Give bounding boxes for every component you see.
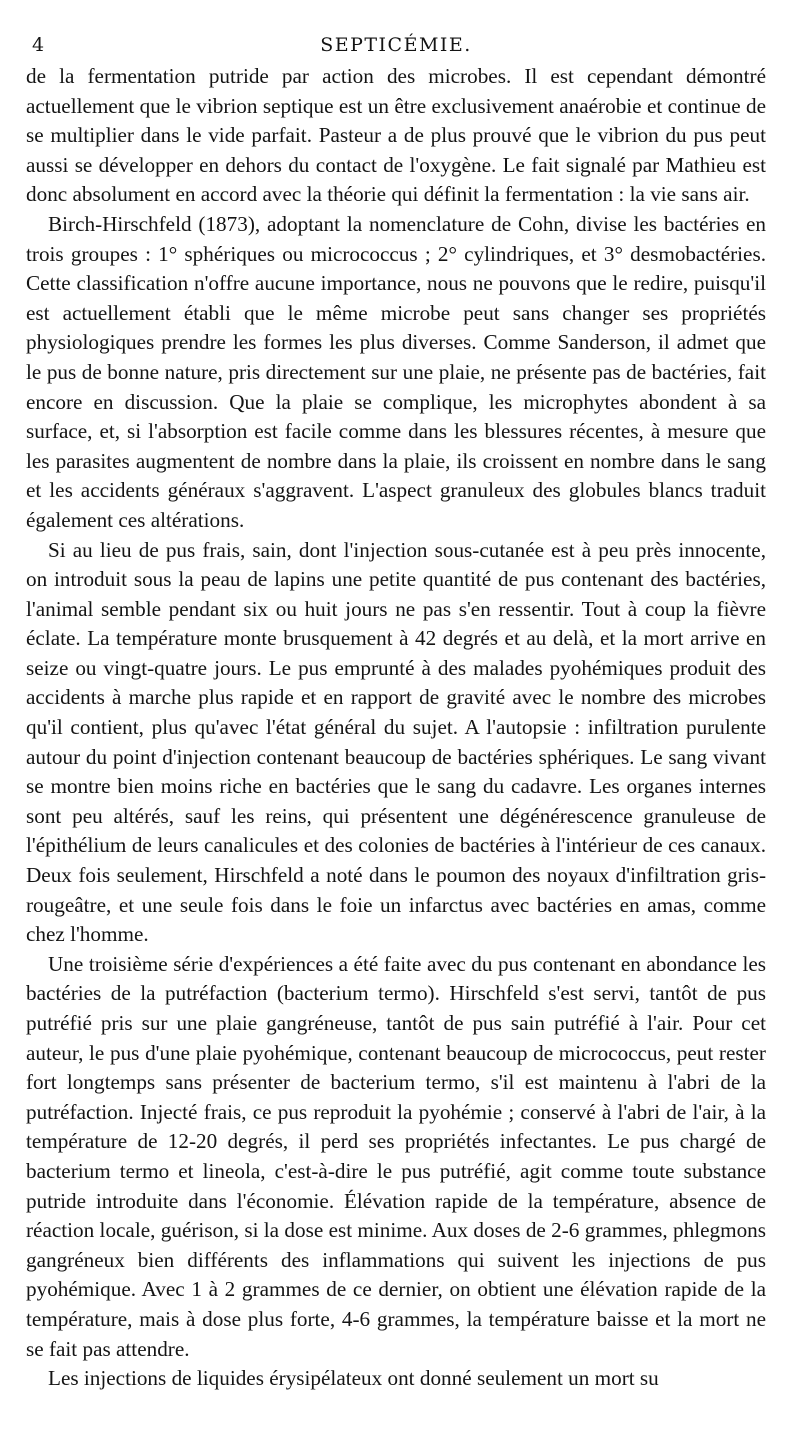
paragraph-pus-injection: Si au lieu de pus frais, sain, dont l'injection sous-cutanée est à peu près innocente, on introduit sous la peau de lapins une petite quantité de pus contenant des bactéries, l'animal semble pendant six ou huit jours ne pas s'en ressentir. Tout à coup la fièvre éclate. La température monte brusquement à 42 degrés et au delà, et la mort arrive en seize ou vingt-quatre jours. Le pus emprunté à des malades pyohémiques produit des accidents à marche plus rapide et en rapport de gravité avec le nombre des microbes qu'il contient, plus qu'avec l'état général du sujet. A l'autopsie : infiltration purulente autour du point d'injection contenant beaucoup de bactéries sphériques. Le sang vivant se montre bien moins riche en bactéries que le sang du cadavre. Les organes internes sont peu altérés, sauf les reins, qui présentent une dégénérescence granuleuse de l'épithélium de leurs canalicules et des colonies de bactéries à l'intérieur de ces canaux. Deux fois seulement, Hirschfeld a noté dans le poumon des noyaux d'infiltration gris-rougeâtre, et une seule fois dans le foie un infarctus avec bactéries en amas, comme chez l'homme. [26,537,766,947]
body-text [26,62,766,1394]
paragraph-erysipelas: Les injections de liquides érysipélateux ont donné seulement un mort su [48,1366,659,1391]
running-head [26,28,766,62]
paragraph-continuation: de la fermentation putride par action des microbes. Il est cependant démontré actuellement que le vibrion septique est un être exclusivement anaérobie et continue de se multiplier dans le vide parfait. Pasteur a de plus prouvé que le vibrion du pus peut aussi se développer en dehors du contact de l'oxygène. Le fait signalé par Mathieu est donc absolument en accord avec la théorie qui définit la fermentation : la vie sans air. [26,64,766,207]
page-number: 4 [32,34,45,56]
paragraph-birch-hirschfeld: Birch-Hirschfeld (1873), adoptant la nomenclature de Cohn, divise les bactéries en trois groupes : 1° sphériques ou micrococcus ; 2° cylindriques, et 3° desmobactéries. Cette classification n'offre aucune importance, nous ne pouvons que le redire, puisqu'il est actuellement établi que le même microbe peut sans changer ses propriétés physiologiques prendre les formes les plus diverses. Comme Sanderson, il admet que le pus de bonne nature, pris directement sur une plaie, ne présente pas de bactéries, fait encore en discussion. Que la plaie se complique, les microphytes abondent à sa surface, et, si l'absorption est facile comme dans les blessures récentes, à mesure que les parasites augmentent de nombre dans la plaie, ils croissent en nombre dans le sang et les accidents généraux s'aggravent. L'aspect granuleux des globules blancs traduit également ces altérations. [26,211,766,532]
book-page [26,28,766,1394]
running-title: SEPTICÉMIE. [320,34,472,56]
paragraph-third-series: Une troisième série d'expériences a été faite avec du pus contenant en abondance les bactéries de la putréfaction (bacterium termo). Hirschfeld s'est servi, tantôt de pus putréfié pris sur une plaie gangréneuse, tantôt de pus sain putréfié à l'air. Pour cet auteur, le pus d'une plaie pyohémique, contenant beaucoup de micrococcus, peut rester fort longtemps sans présenter de bacterium termo, s'il est maintenu à l'abri de la putréfaction. Injecté frais, ce pus reproduit la pyohémie ; conservé à l'abri de l'air, à la température de 12-20 degrés, il perd ses propriétés infectantes. Le pus chargé de bacterium termo et lineola, c'est-à-dire le pus putréfié, agit comme toute substance putride introduite dans l'économie. Élévation rapide de la température, absence de réaction locale, guérison, si la dose est minime. Aux doses de 2-6 grammes, phlegmons gangréneux bien différents des inflammations qui suivent les injections de pus pyohémique. Avec 1 à 2 grammes de ce dernier, on obtient une élévation rapide de la température, mais à dose plus forte, 4-6 grammes, la température baisse et la mort ne se fait pas attendre. [26,951,766,1361]
